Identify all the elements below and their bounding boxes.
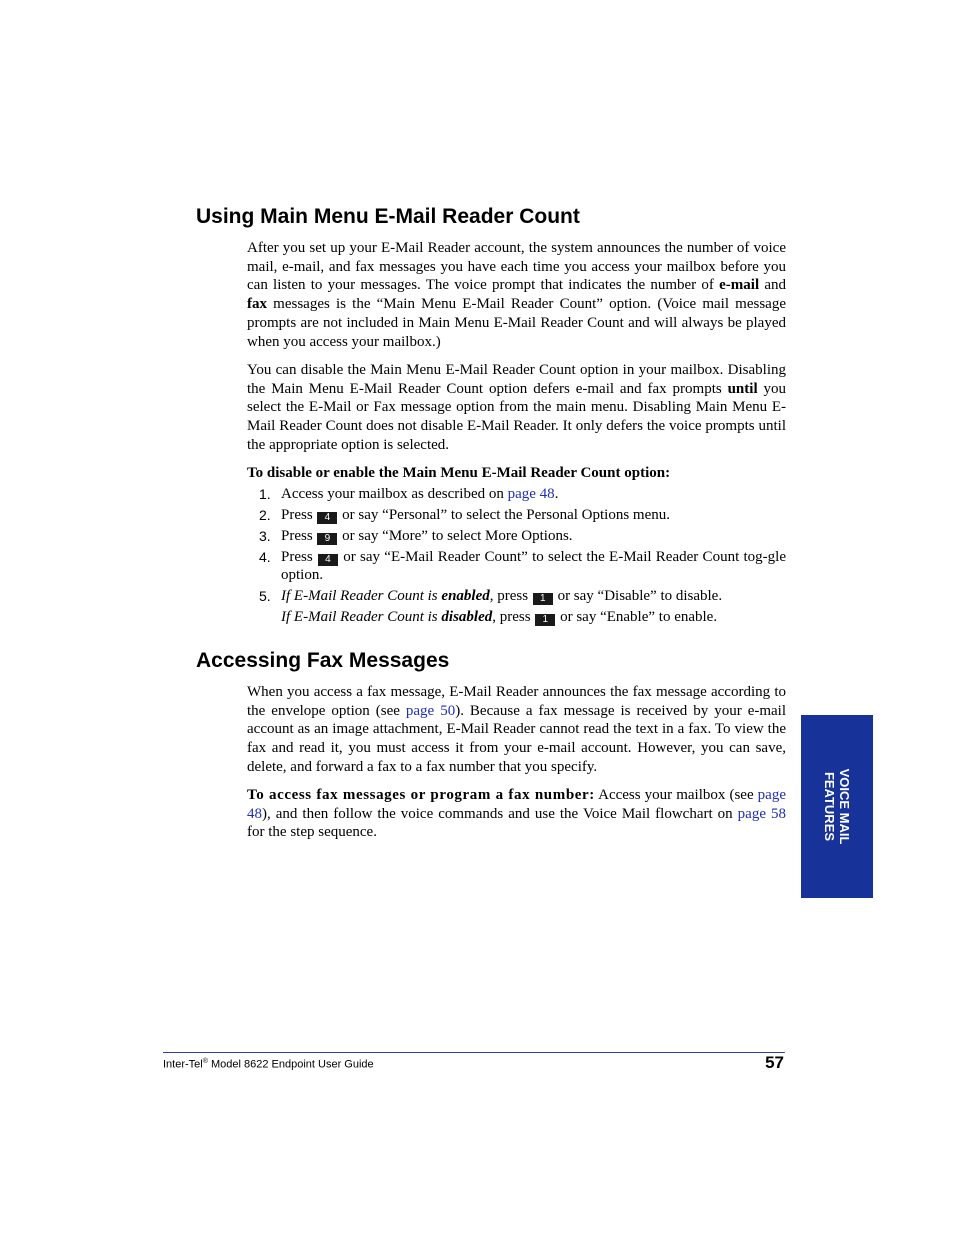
side-tab-line1: VOICE MAIL <box>837 768 852 845</box>
page-48-link[interactable]: page 48 <box>507 486 555 502</box>
footer-title: Inter-Tel® Model 8622 Endpoint User Guide <box>163 1058 374 1071</box>
key-9-icon: 9 <box>317 533 337 545</box>
page-number: 57 <box>765 1053 784 1072</box>
section-heading-email-reader-count: Using Main Menu E-Mail Reader Count <box>196 205 580 228</box>
step-3: 3. Press 9 or say “More” to select More Options. <box>259 528 573 544</box>
page-48-link[interactable]: page 48 <box>247 787 786 822</box>
section1-para1: After you set up your E-Mail Reader account, the system announces the number of voice mail, e-mail, and fax messages you have each time you access your mailbox before you can listen to your messages. The voice prompt that indicates the number of e-mail and fax messages is the “Main Menu E-Mail Reader Count” option. (Voice mail message prompts are not included in Main Menu E-Mail Reader Count and will always be played when you access your mailbox.) <box>247 240 786 350</box>
section-heading-fax-messages: Accessing Fax Messages <box>196 649 450 672</box>
page-50-link[interactable]: page 50 <box>405 702 456 719</box>
section2-para2: To access fax messages or program a fax number: Access your mailbox (see page 48), and then follow the voice commands and use the Voice Mail flowchart on page 58 for the step sequence. <box>247 787 786 841</box>
step-5: 5. If E-Mail Reader Count is enabled, press 1 or say “Disable” to disable. <box>259 588 723 604</box>
footer-divider <box>163 1052 785 1053</box>
procedure-heading: To disable or enable the Main Menu E-Mail Reader Count option: <box>247 465 671 481</box>
side-tab-line2: FEATURES <box>822 771 837 842</box>
step-2: 2. Press 4 or say “Personal” to select the Personal Options menu. <box>259 507 671 523</box>
step-4: 4. Press 4 or say “E-Mail Reader Count” to select the E-Mail Reader Count tog-gle option. <box>259 549 786 583</box>
key-4-icon: 4 <box>318 554 338 566</box>
key-4-icon: 4 <box>317 512 337 524</box>
chapter-side-tab[interactable] <box>801 715 873 898</box>
page-58-link[interactable]: page 58 <box>737 805 786 822</box>
step-1: 1. Access your mailbox as described on page 48. <box>259 486 559 502</box>
key-1-icon: 1 <box>533 593 553 605</box>
step-5-alternate: If E-Mail Reader Count is disabled, press 1 or say “Enable” to enable. <box>281 609 718 625</box>
section2-para1: When you access a fax message, E-Mail Reader announces the fax message according to the envelope option (see page 50). Because a fax message is received by your e-mail account as an image attachment, E-Mail Reader cannot read the text in a fax. To view the fax and read it, you must access it from your e-mail account. However, you can save, delete, and forward a fax to a fax number that you specify. <box>247 684 787 775</box>
section1-para2: You can disable the Main Menu E-Mail Reader Count option in your mailbox. Disabling the Main Menu E-Mail Reader Count option defers e-mail and fax prompts until you select the E-Mail or Fax message option from the main menu. Disabling Main Menu E-Mail Reader Count does not disable E-Mail Reader. It only defers the voice prompts until the appropriate option is selected. <box>247 362 787 453</box>
procedure-steps <box>259 485 786 626</box>
key-1-icon: 1 <box>535 614 555 626</box>
